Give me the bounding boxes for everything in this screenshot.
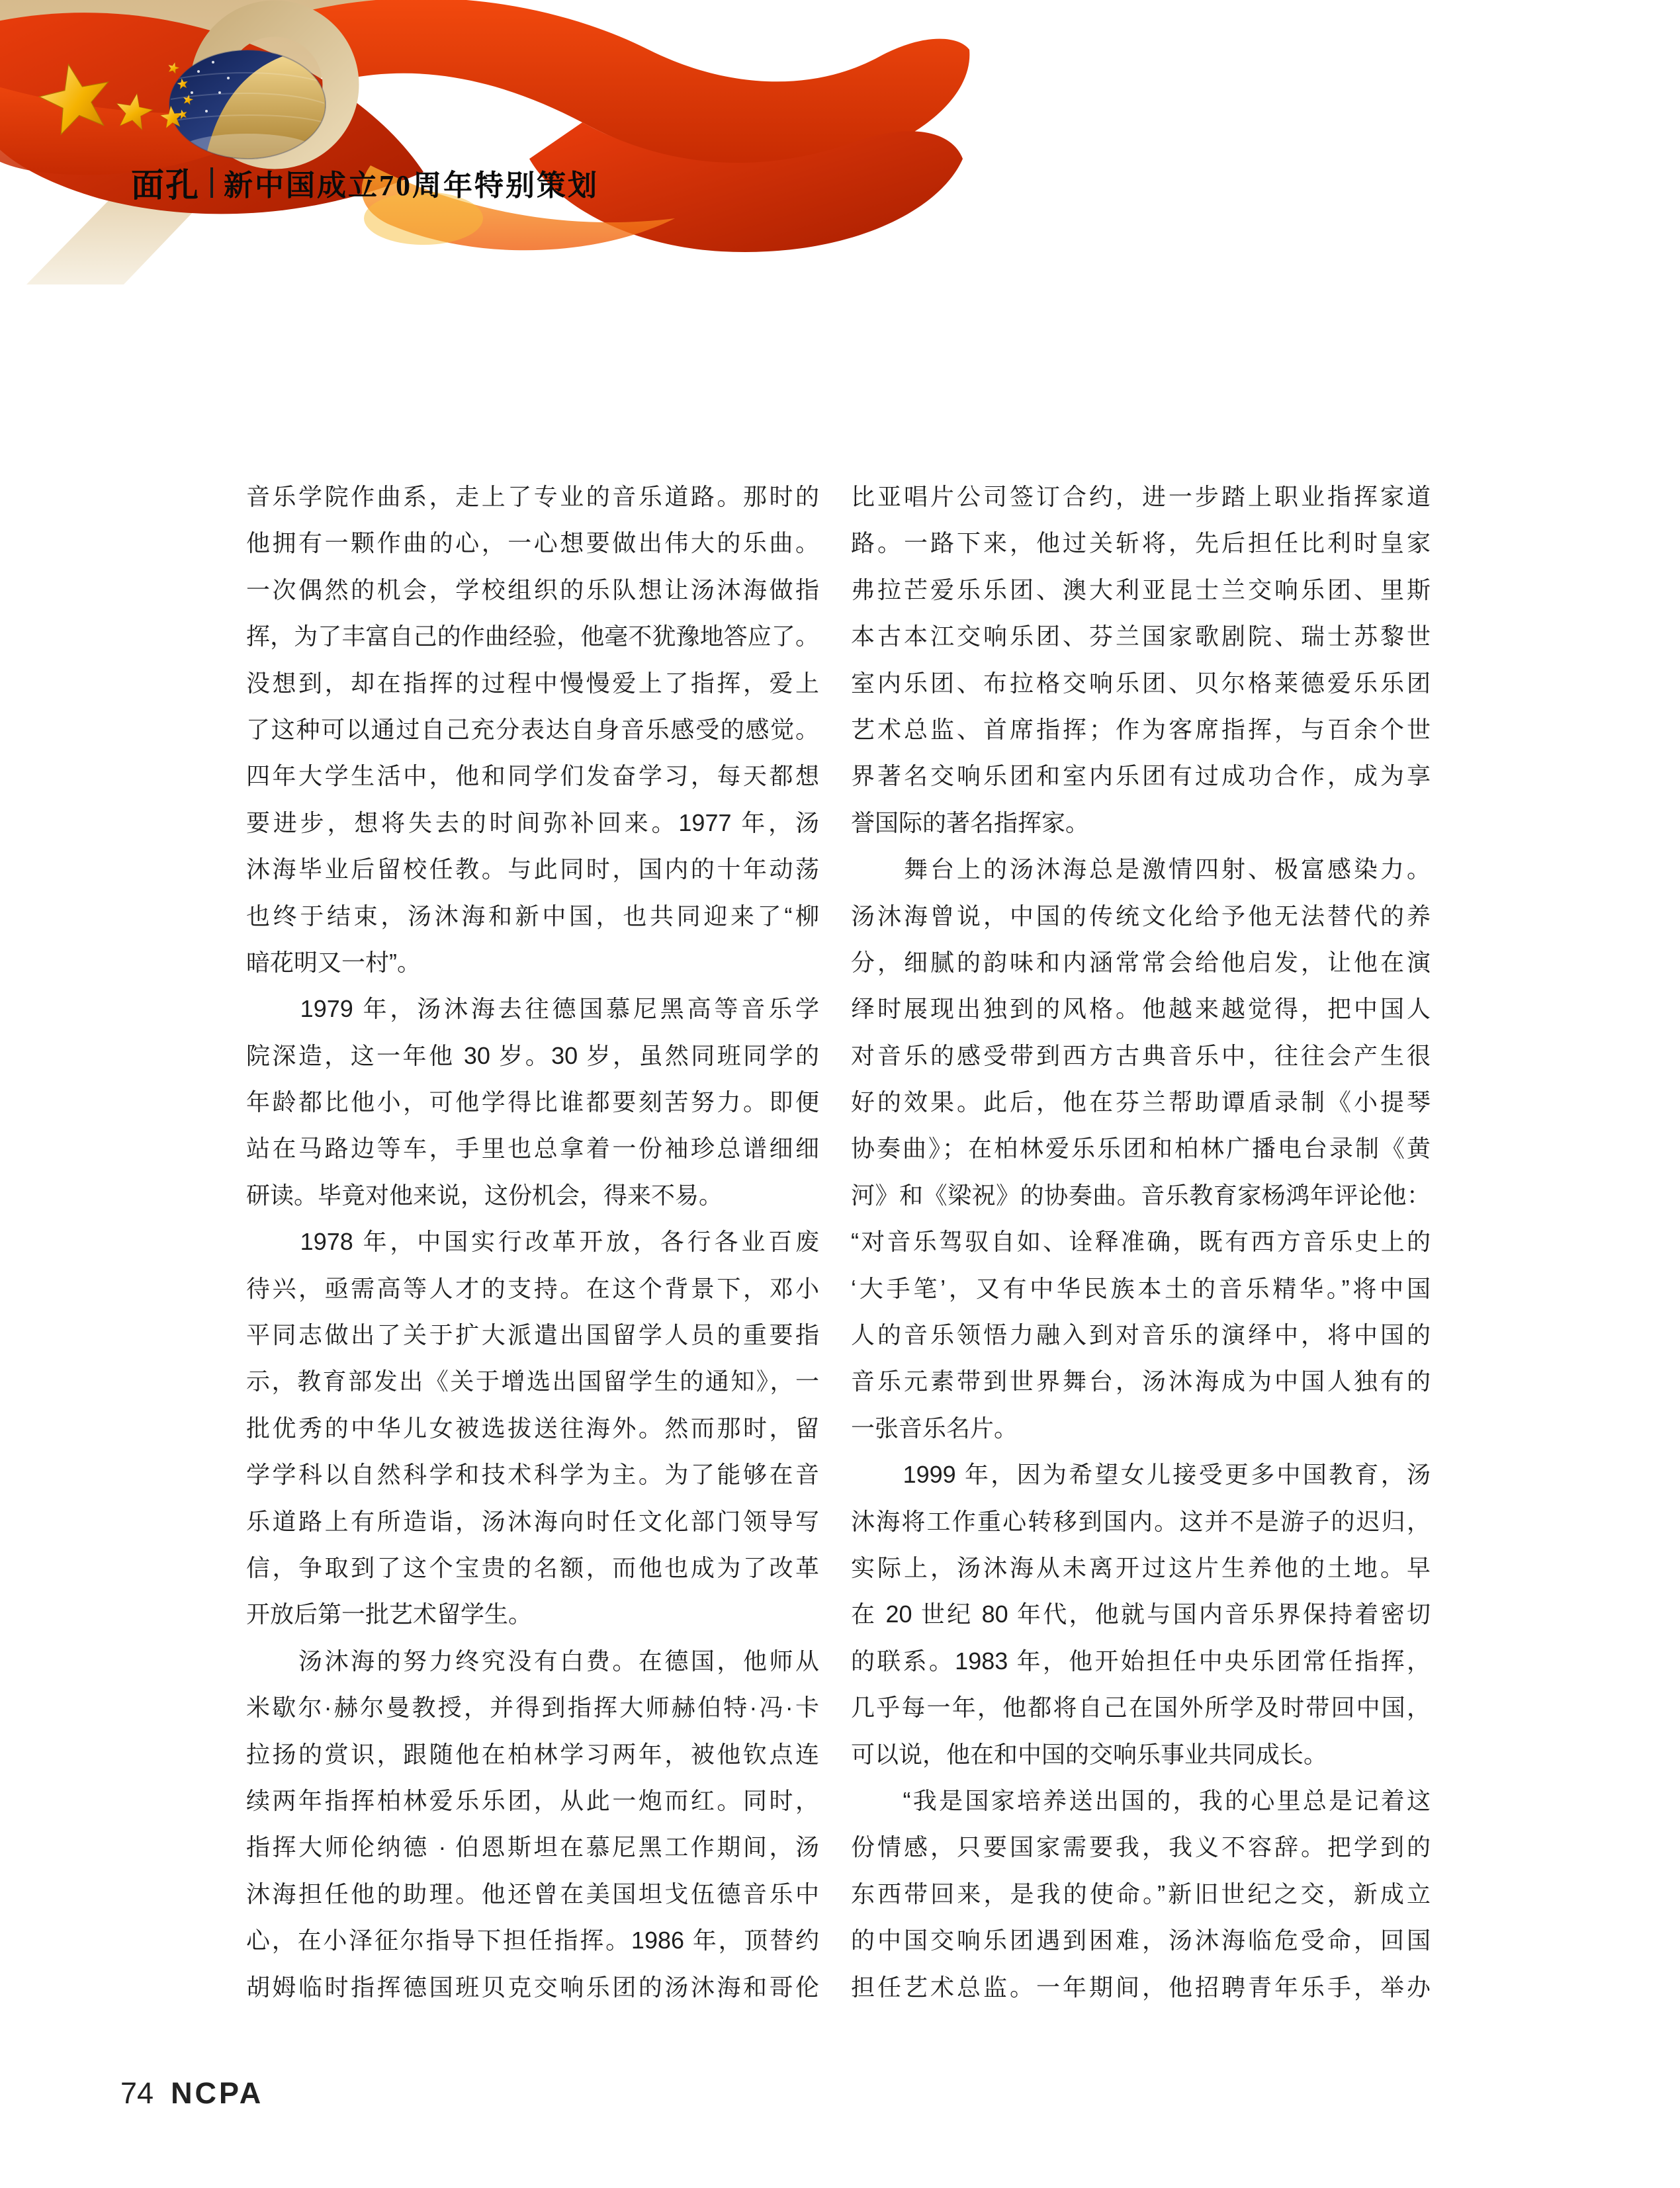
text-line: 分，细腻的韵味和内涵常常会给他启发，让他在演 — [851, 948, 1431, 976]
column-right — [851, 474, 1431, 2011]
text-line: 拉扬的赏识，跟随他在柏林学习两年，被他钦点连 — [246, 1740, 819, 1768]
text-line: 他拥有一颗作曲的心，一心想要做出伟大的乐曲。 — [246, 529, 819, 557]
section-name: 面孔 — [131, 167, 200, 204]
text-line: 对音乐的感受带到西方古典音乐中，往往会产生很 — [851, 1041, 1431, 1069]
text-line: 舞台上的汤沐海总是激情四射、极富感染力。 — [851, 855, 1431, 883]
text-line: 弗拉芒爱乐乐团、澳大利亚昆士兰交响乐团、里斯 — [851, 576, 1431, 603]
text-line: 批优秀的中华儿女被选拔送往海外。然而那时，留 — [246, 1414, 819, 1442]
text-line: 本古本江交响乐团、芬兰国家歌剧院、瑞士苏黎世 — [851, 623, 1431, 650]
text-line: 誉国际的著名指挥家。 — [851, 809, 1090, 836]
text-line: 份情感，只要国家需要我，我义不容辞。把学到的 — [851, 1833, 1431, 1861]
text-line: 开放后第一批艺术留学生。 — [246, 1600, 533, 1628]
text-line: 在 20 世纪 80 年代，他就与国内音乐界保持着密切 — [851, 1600, 1431, 1628]
text-line: 几乎每一年，他都将自己在国外所学及时带回中国， — [851, 1694, 1431, 1722]
section-label — [131, 163, 599, 202]
text-line: “对音乐驾驭自如、诠释准确，既有西方音乐史上的 — [851, 1228, 1431, 1256]
text-line: 示，教育部发出《关于增选出国留学生的通知》，一 — [246, 1368, 819, 1395]
text-line: 1999 年，因为希望女儿接受更多中国教育，汤 — [851, 1461, 1431, 1489]
text-line: 音乐元素带到世界舞台，汤沐海成为中国人独有的 — [851, 1368, 1431, 1395]
text-line: 暗花明又一村”。 — [246, 948, 421, 976]
text-line: 了这种可以通过自己充分表达自身音乐感受的感觉。 — [246, 715, 819, 743]
text-line: 比亚唱片公司签订合约，进一步踏上职业指挥家道 — [851, 483, 1431, 510]
text-line: 协奏曲》；在柏林爱乐乐团和柏林广播电台录制《黄 — [851, 1135, 1431, 1162]
text-line: “我是国家培养送出国的，我的心里总是记着这 — [851, 1786, 1431, 1814]
text-line: 1978 年，中国实行改革开放，各行各业百废 — [246, 1228, 819, 1256]
text-line: 学学科以自然科学和技术科学为主。为了能够在音 — [246, 1461, 819, 1489]
text-line: 待兴，亟需高等人才的支持。在这个背景下，邓小 — [246, 1274, 819, 1302]
text-line: 音乐学院作曲系，走上了专业的音乐道路。那时的 — [246, 483, 819, 510]
text-line: 一次偶然的机会，学校组织的乐队想让汤沐海做指 — [246, 576, 819, 603]
text-line: 实际上，汤沐海从未离开过这片生养他的土地。早 — [851, 1553, 1431, 1581]
text-line: 要进步，想将失去的时间弥补回来。1977 年，汤 — [246, 809, 819, 836]
text-line: 院深造，这一年他 30 岁。30 岁，虽然同班同学的 — [246, 1041, 819, 1069]
text-line: 站在马路边等车，手里也总拿着一份袖珍总谱细细 — [246, 1135, 819, 1162]
page-number: 74 — [120, 2076, 154, 2110]
text-line: 绎时展现出独到的风格。他越来越觉得，把中国人 — [851, 995, 1431, 1023]
text-line: 续两年指挥柏林爱乐乐团，从此一炮而红。同时， — [246, 1786, 819, 1814]
header-artwork — [0, 0, 993, 284]
text-line: 1979 年，汤沐海去往德国慕尼黑高等音乐学 — [246, 995, 819, 1023]
text-line: 的联系。1983 年，他开始担任中央乐团常任指挥， — [851, 1647, 1431, 1675]
text-line: 心，在小泽征尔指导下担任指挥。1986 年，顶替约 — [246, 1927, 819, 1954]
text-line: 东西带回来，是我的使命。”新旧世纪之交，新成立 — [851, 1880, 1431, 1907]
text-line: 也终于结束，汤沐海和新中国，也共同迎来了“柳 — [246, 902, 819, 930]
magazine-name: NCPA — [171, 2076, 264, 2110]
text-line: 平同志做出了关于扩大派遣出国留学人员的重要指 — [246, 1321, 819, 1349]
text-line: 研读。毕竟对他来说，这份机会，得来不易。 — [246, 1181, 723, 1209]
text-line: 担任艺术总监。一年期间，他招聘青年乐手，举办 — [851, 1973, 1431, 2001]
text-line: 好的效果。此后，他在芬兰帮助谭盾录制《小提琴 — [851, 1088, 1431, 1116]
text-line: 沐海将工作重心转移到国内。这并不是游子的迟归， — [851, 1507, 1431, 1535]
text-line: 四年大学生活中，他和同学们发奋学习，每天都想 — [246, 762, 819, 790]
text-line: 汤沐海的努力终究没有白费。在德国，他师从 — [246, 1647, 819, 1675]
text-line: 米歇尔·赫尔曼教授，并得到指挥大师赫伯特·冯·卡 — [246, 1694, 819, 1722]
page-footer — [120, 2076, 263, 2111]
column-left — [246, 474, 819, 2011]
text-line: 沐海毕业后留校任教。与此同时，国内的十年动荡 — [246, 855, 819, 883]
text-line: 汤沐海曾说，中国的传统文化给予他无法替代的养 — [851, 902, 1431, 930]
text-line: 年龄都比他小，可他学得比谁都要刻苦努力。即便 — [246, 1088, 819, 1116]
text-line: 界著名交响乐团和室内乐团有过成功合作，成为享 — [851, 762, 1431, 790]
text-line: 艺术总监、首席指挥；作为客席指挥，与百余个世 — [851, 715, 1431, 743]
text-line: 胡姆临时指挥德国班贝克交响乐团的汤沐海和哥伦 — [246, 1973, 819, 2001]
text-line: 指挥大师伦纳德 · 伯恩斯坦在慕尼黑工作期间，汤 — [246, 1833, 819, 1861]
label-divider — [210, 167, 213, 198]
text-line: 室内乐团、布拉格交响乐团、贝尔格莱德爱乐乐团 — [851, 669, 1431, 697]
text-line: 可以说，他在和中国的交响乐事业共同成长。 — [851, 1740, 1328, 1768]
text-line: 挥，为了丰富自己的作曲经验，他毫不犹豫地答应了。 — [246, 623, 819, 650]
text-line: 沐海担任他的助理。他还曾在美国坦戈伍德音乐中 — [246, 1880, 819, 1907]
text-line: 信，争取到了这个宝贵的名额，而他也成为了改革 — [246, 1553, 819, 1581]
text-line: 路。一路下来，他过关斩将，先后担任比利时皇家 — [851, 529, 1431, 557]
text-line: 乐道路上有所造诣，汤沐海向时任文化部门领导写 — [246, 1507, 819, 1535]
text-line: 的中国交响乐团遇到困难，汤沐海临危受命，回国 — [851, 1927, 1431, 1954]
text-line: 人的音乐领悟力融入到对音乐的演绎中，将中国的 — [851, 1321, 1431, 1349]
text-line: 河》和《梁祝》的协奏曲。音乐教育家杨鸿年评论他： — [851, 1181, 1431, 1209]
text-line: ‘大手笔’，又有中华民族本土的音乐精华。”将中国 — [851, 1274, 1431, 1302]
section-title: 新中国成立70周年特别策划 — [224, 169, 599, 202]
text-line: 一张音乐名片。 — [851, 1414, 1018, 1442]
text-line: 没想到，却在指挥的过程中慢慢爱上了指挥，爱上 — [246, 669, 819, 697]
